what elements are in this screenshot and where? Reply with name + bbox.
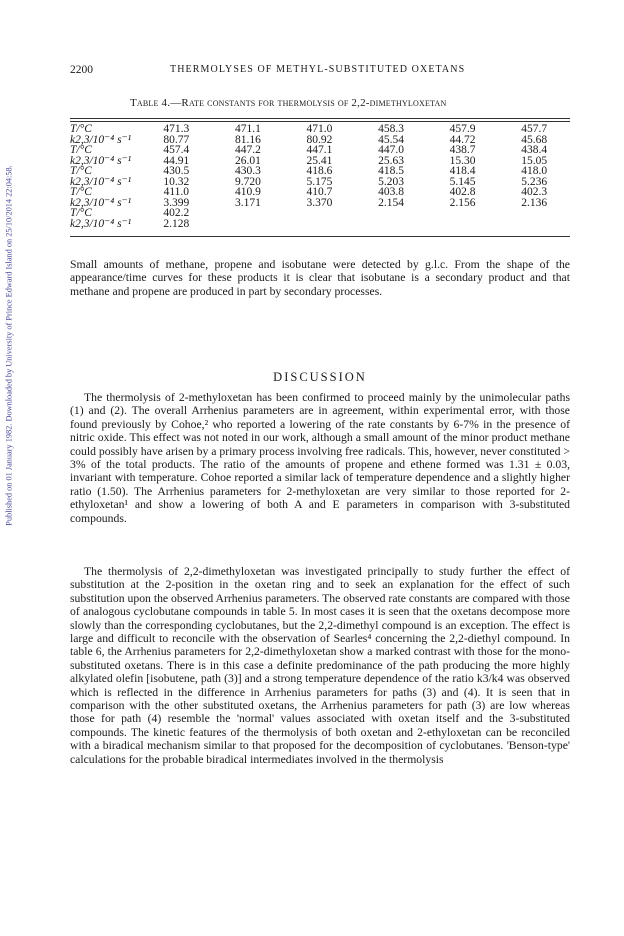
row-label: T/°C xyxy=(70,123,92,135)
page-number: 2200 xyxy=(70,64,93,76)
download-watermark-text: Published on 01 January 1982. Downloaded by University of Prince Edward Island on 25/10/2014 22:04:58. xyxy=(4,164,14,526)
table-cell: 5.203 xyxy=(378,175,404,188)
table-cell: 25.41 xyxy=(306,154,333,167)
table-cell: 5.236 xyxy=(521,175,548,188)
table-caption xyxy=(130,97,570,109)
table-cell: 418.0 xyxy=(521,165,548,177)
table-cell: 2.128 xyxy=(163,217,190,230)
table-cell: 471.0 xyxy=(306,123,333,135)
table-cell: 430.5 xyxy=(163,165,190,177)
table-cell xyxy=(498,208,570,219)
table-cell: 45.54 xyxy=(378,133,404,146)
row-label: T/°C xyxy=(70,165,92,177)
intro-paragraph: Small amounts of methane, propene and isobutane were detected by g.l.c. From the shape of the appearance/time curves for these products it is clear that isobutane is a secondary product and that methane and propene are produced in part by secondary processes. xyxy=(70,258,570,298)
section-heading: DISCUSSION xyxy=(273,370,367,384)
table-cell xyxy=(355,219,427,230)
table-cell: 2.154 xyxy=(378,196,404,209)
table-caption-title: Rate constants for thermolysis of 2,2-dimethyloxetan xyxy=(181,97,447,109)
table-cell: 5.145 xyxy=(449,175,476,188)
table-cell: 402.3 xyxy=(521,186,548,198)
table-cell: 471.1 xyxy=(234,123,261,135)
table-cell: 471.3 xyxy=(163,123,190,135)
running-title: THERMOLYSES OF METHYL-SUBSTITUTED OXETANS xyxy=(170,64,466,75)
table-row xyxy=(70,145,570,156)
table-row xyxy=(70,208,570,219)
table-cell: 418.6 xyxy=(306,165,333,177)
download-watermark xyxy=(2,80,16,610)
table-cell: 457.9 xyxy=(449,123,476,135)
table-cell: 81.16 xyxy=(234,133,261,146)
row-label: k2,3/10⁻⁴ s⁻¹ xyxy=(70,133,132,146)
table-cell xyxy=(284,208,356,219)
row-label: T/°C xyxy=(70,207,92,219)
table-cell: 15.05 xyxy=(521,154,548,167)
table-cell xyxy=(355,208,427,219)
table-cell xyxy=(427,219,499,230)
table-cell: 9.720 xyxy=(234,175,261,188)
table-cell: 44.72 xyxy=(449,133,476,146)
table-bottom-rule xyxy=(70,236,570,237)
table-cell: 10.32 xyxy=(163,175,190,188)
table-cell xyxy=(284,219,356,230)
table-cell: 5.175 xyxy=(306,175,333,188)
row-label: k2,3/10⁻⁴ s⁻¹ xyxy=(70,196,132,209)
table-top-rule-inner xyxy=(70,121,570,122)
table-cell: 438.4 xyxy=(521,144,548,156)
table-cell: 402.2 xyxy=(163,207,190,219)
table-cell: 438.7 xyxy=(449,144,476,156)
table-cell: 447.2 xyxy=(234,144,261,156)
table-cell: 410.9 xyxy=(234,186,261,198)
rate-constants-table xyxy=(70,124,570,229)
table-cell xyxy=(212,219,284,230)
table-cell: 15.30 xyxy=(449,154,476,167)
table-cell: 2.156 xyxy=(449,196,476,209)
table-cell: 403.8 xyxy=(378,186,404,198)
discussion-paragraph-2: The thermolysis of 2,2-dimethyloxetan was investigated principally to study further the effect of substitution at the 2-position in the oxetan ring and to seek an explanation for the effect of such substitution upon the observed Arrhenius parameters. The observed rate constants are compared with those of analogous cyclobutane compounds in table 5. In most cases it is seen that the oxetans decompose more slowly than the corresponding cyclobutanes, but the 2,2-dimethyl compound is an exception. The effect is large and difficult to reconcile with the observation of Searles⁴ concerning the 2,2-diethyl compound. In table 6, the Arrhenius parameters for 2,2-dimethyloxetan show a marked contrast with those for the mono-substituted oxetans. There is in this case a definite predominance of the path producing the more highly alkylated olefin [isobutene, path (3)] and a strong temperature dependence of the ratio k3/k4 was observed which is reflected in the difference in Arrhenius parameters for paths (3) and (4). It is seen that in comparison with the other substituted oxetans, the Arrhenius parameters for path (3) are low whereas those for path (4) resemble the 'normal' values associated with oxetan itself and the 3-substituted compounds. The kinetic features of the thermolysis of both oxetan and 2-ethyloxetan can be reconciled with a biradical mechanism similar to that proposed for the decomposition of cyclobutanes. 'Benson-type' calculations for the probable biradical intermediates involved in the thermolysis xyxy=(70,565,570,766)
table-cell: 457.4 xyxy=(163,144,190,156)
table-cell: 458.3 xyxy=(378,123,404,135)
table-cell: 80.77 xyxy=(163,133,190,146)
table-cell xyxy=(498,219,570,230)
row-label: T/°C xyxy=(70,186,92,198)
table-cell xyxy=(212,208,284,219)
row-label: k2,3/10⁻⁴ s⁻¹ xyxy=(70,175,132,188)
table-cell xyxy=(427,208,499,219)
table-caption-prefix: Table 4.— xyxy=(130,97,182,109)
table-cell: 26.01 xyxy=(234,154,261,167)
table-cell: 44.91 xyxy=(163,154,190,167)
table-cell: 447.1 xyxy=(306,144,333,156)
table-cell: 3.171 xyxy=(234,196,261,209)
table-row xyxy=(70,166,570,177)
row-label: k2,3/10⁻⁴ s⁻¹ xyxy=(70,154,132,167)
table-cell: 3.370 xyxy=(306,196,333,209)
table-row xyxy=(70,187,570,198)
table-cell: 25.63 xyxy=(378,154,404,167)
table-cell: 45.68 xyxy=(521,133,548,146)
table-top-rule xyxy=(70,118,570,119)
row-label: T/°C xyxy=(70,144,92,156)
table-cell: 430.3 xyxy=(234,165,261,177)
table-cell: 402.8 xyxy=(449,186,476,198)
table-cell: 447.0 xyxy=(378,144,404,156)
discussion-paragraph-1: The thermolysis of 2-methyloxetan has been confirmed to proceed mainly by the unimolecular paths (1) and (2). The overall Arrhenius parameters are in agreement, within experimental error, with those found previously by Cohoe,² who reported a lowering of the rate constants by 6-7% in the presence of nitric oxide. This effect was not noted in our work, although a small amount of the minor product methane could possibly have arisen by a primary process involving free radicals. This, however, never constituted > 3% of the total products. The ratio of the amounts of propene and ethene formed was 1.31 ± 0.03, invariant with temperature. Cohoe reported a similar lack of temperature dependence and a slightly higher ratio (1.50). The Arrhenius parameters for 2-methyloxetan are very similar to those reported for 2-ethyloxetan¹ and show a lowering of both A and E parameters in comparison with 3-substituted compounds. xyxy=(70,391,570,525)
running-header xyxy=(70,64,570,78)
table-cell: 410.7 xyxy=(306,186,333,198)
table-cell: 418.5 xyxy=(378,165,404,177)
table-row xyxy=(70,198,570,209)
table-cell: 411.0 xyxy=(163,186,190,198)
table-row xyxy=(70,124,570,135)
table-cell: 457.7 xyxy=(521,123,548,135)
table-cell: 2.136 xyxy=(521,196,548,209)
table-row xyxy=(70,219,570,230)
table-cell: 80.92 xyxy=(306,133,333,146)
table-cell: 3.399 xyxy=(163,196,190,209)
row-label: k2,3/10⁻⁴ s⁻¹ xyxy=(70,217,132,230)
table-cell: 418.4 xyxy=(449,165,476,177)
